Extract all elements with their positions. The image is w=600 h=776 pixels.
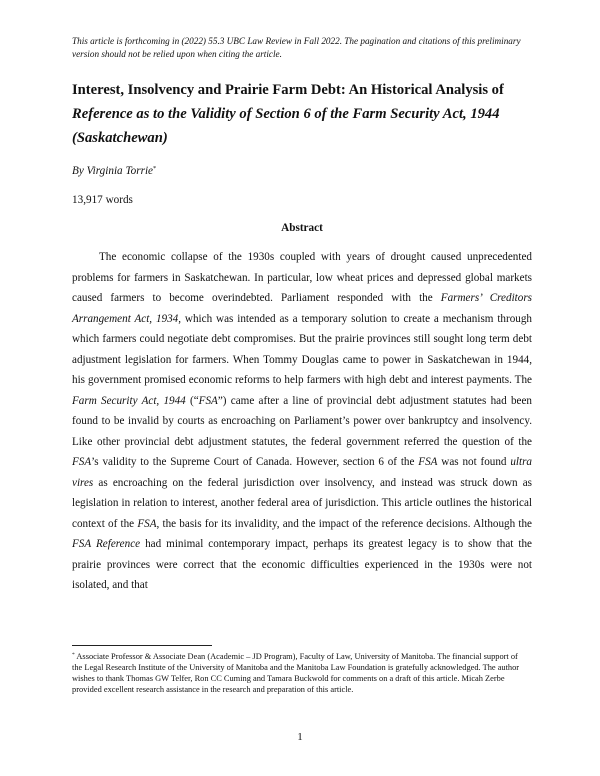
- abstract-italic-term: FSA: [137, 517, 157, 530]
- abstract-text: had minimal contemporary impact, perhaps its greatest legacy is to show that the prairie provinces were correct that the economic difficulties experienced in the 1930s were not isolated, and that: [72, 538, 532, 591]
- abstract-text: , which was intended as a temporary solution to create a mechanism through which farmers could negotiate debt compromises. But the prairie provinces still sought long term debt adjustment legislation for farmers. When Tommy Douglas came to power in Saskatchewan in 1944, his government promised economic reforms to help farmers with high debt and interest payments. The: [72, 312, 532, 386]
- abstract-text: ”) came after a line of provincial debt adjustment statutes had been found to be invalid by courts as encroaching on Parliament’s power over bankruptcy and insolvency. Like other provincial debt adjustment statutes, the federal government referred the question of the: [72, 394, 532, 448]
- author-name: Virginia Torrie: [86, 165, 154, 177]
- abstract-italic-term: FSA: [198, 394, 218, 407]
- abstract-italic-term: FSA Reference: [72, 538, 141, 550]
- author-line: [72, 165, 156, 177]
- article-title: [72, 78, 532, 150]
- title-italic: Reference as to the Validity of Section 6 of the Farm Security Act, 1944 (Saskatchewan): [72, 106, 500, 146]
- abstract-italic-term: Farmers’ Creditors Arrangement Act, 1934: [72, 292, 533, 325]
- abstract-italic-term: FSA: [418, 456, 438, 468]
- word-count: 13,917 words: [72, 194, 133, 206]
- abstract-heading: Abstract: [281, 222, 323, 234]
- abstract-italic-term: FSA: [72, 456, 92, 468]
- abstract-text: as encroaching on the federal jurisdiction over insolvency, and instead was struck down as legislation in relation to interest, another federal area of jurisdiction. This article outlines the historical context of the: [72, 476, 532, 530]
- abstract-text: ’s validity to the Supreme Court of Canada. However, section 6 of the: [91, 456, 419, 468]
- abstract-italic-term: Farm Security Act, 1944: [72, 394, 186, 407]
- footnote: [72, 650, 530, 695]
- forthcoming-notice: This article is forthcoming in (2022) 55.3 UBC Law Review in Fall 2022. The pagination and citations of this preliminary version should not be relied upon when citing the article.: [72, 36, 521, 59]
- page-number: 1: [297, 731, 303, 743]
- abstract-paragraph: [72, 247, 532, 596]
- footnote-divider: [72, 645, 212, 646]
- footnote-text: Associate Professor & Associate Dean (Academic – JD Program), Faculty of Law, University of Manitoba. The financial support of the Legal Research Institute of the University of Manitoba and the Manitoba Law Foundation is gratefully acknowledged. The author wishes to thank Thomas GW Telfer, Ron CC Cuming and Tamara Buckwold for comments on a draft of this article. Micah Zerbe provided excellent research assistance in the research and preparation of this article.: [72, 652, 520, 694]
- author-footnote-marker[interactable]: *: [153, 165, 157, 172]
- abstract-italic-term: ultra vires: [72, 456, 532, 489]
- footnote-marker: *: [72, 652, 75, 658]
- author-by: By: [72, 165, 87, 177]
- abstract-text: was not found: [437, 456, 511, 468]
- abstract-text: The economic collapse of the 1930s coupled with years of drought caused unprecedented problems for farmers in Saskatchewan. In particular, low wheat prices and depressed global markets caused farmers to become overindebted. Parliament responded with the: [72, 251, 532, 304]
- title-main: Interest, Insolvency and Prairie Farm Debt: An Historical Analysis of: [72, 82, 504, 98]
- abstract-text: (“: [185, 394, 199, 407]
- abstract-text: , the basis for its invalidity, and the impact of the reference decisions. Although the: [156, 517, 532, 530]
